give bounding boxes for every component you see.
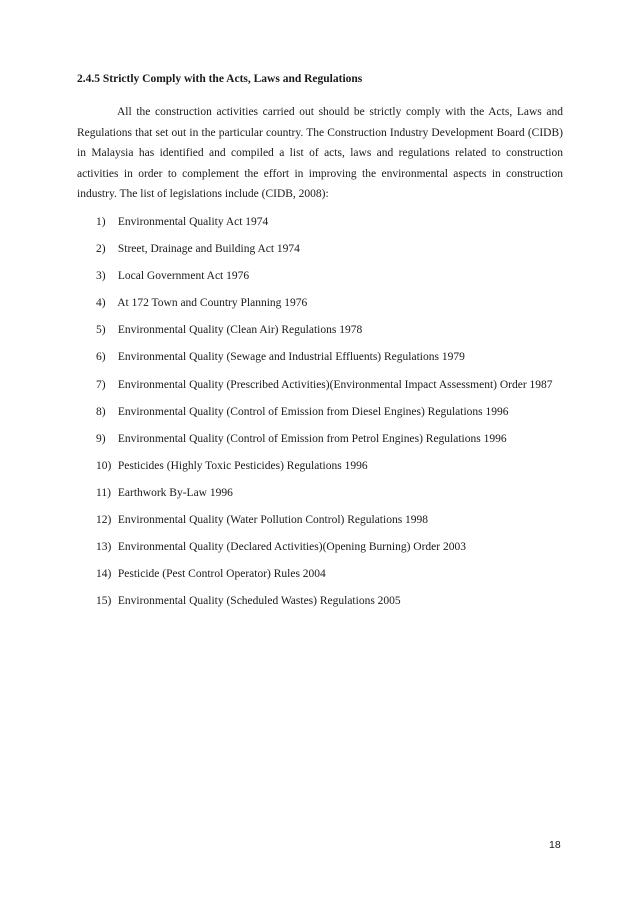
paragraph-line: activities in order to complement the effort in improving the environmental aspects in construction bbox=[77, 167, 563, 180]
list-item bbox=[96, 375, 553, 402]
list-item bbox=[96, 212, 553, 239]
list-item-number: 8) bbox=[96, 405, 106, 418]
list-item-text: Environmental Quality Act 1974 bbox=[117, 216, 269, 228]
list-item bbox=[96, 293, 553, 320]
list-item-text: Environmental Quality (Control of Emission from Diesel Engines) Regulations 1996 bbox=[117, 405, 509, 418]
list-item bbox=[96, 320, 553, 347]
list-item bbox=[96, 510, 553, 537]
list-item-number: 10) bbox=[96, 459, 112, 472]
list-item-text: Environmental Quality (Control of Emission from Petrol Engines) Regulations 1996 bbox=[117, 432, 507, 445]
list-item-number: 5) bbox=[96, 324, 106, 337]
list-item-number: 4) bbox=[96, 297, 106, 310]
list-item-number: 13) bbox=[96, 541, 112, 554]
list-item-number: 15) bbox=[96, 595, 112, 608]
legislation-list bbox=[96, 212, 553, 618]
intro-paragraph bbox=[77, 102, 563, 205]
list-item bbox=[96, 239, 553, 266]
list-item-text: Pesticides (Highly Toxic Pesticides) Regulations 1996 bbox=[117, 459, 368, 472]
list-item-number: 14) bbox=[96, 568, 112, 581]
list-item bbox=[96, 591, 553, 618]
paragraph-line: Regulations that set out in the particular country. The Construction Industry Development Board (CIDB) bbox=[77, 126, 563, 139]
list-item-text: Pesticide (Pest Control Operator) Rules 2004 bbox=[117, 568, 326, 581]
section-heading: 2.4.5 Strictly Comply with the Acts, Laws and Regulations bbox=[77, 73, 363, 85]
list-item bbox=[96, 483, 553, 510]
list-item-number: 3) bbox=[96, 270, 106, 283]
list-item-number: 7) bbox=[96, 378, 106, 391]
list-item-number: 2) bbox=[96, 243, 106, 256]
list-item-text: Environmental Quality (Clean Air) Regulations 1978 bbox=[117, 324, 363, 337]
list-item bbox=[96, 456, 553, 483]
list-item-text: Street, Drainage and Building Act 1974 bbox=[117, 243, 300, 256]
list-item-text: Environmental Quality (Scheduled Wastes) Regulations 2005 bbox=[117, 595, 401, 608]
list-item bbox=[96, 429, 553, 456]
list-item-text: At 172 Town and Country Planning 1976 bbox=[117, 297, 308, 310]
list-item bbox=[96, 537, 553, 564]
paragraph-line: in Malaysia has identified and compiled a list of acts, laws and regulations related to construction bbox=[77, 147, 563, 159]
list-item bbox=[96, 564, 553, 591]
list-item bbox=[96, 402, 553, 429]
list-item-text: Earthwork By-Law 1996 bbox=[117, 486, 233, 499]
list-item bbox=[96, 347, 553, 374]
paragraph-line: All the construction activities carried out should be strictly comply with the Acts, Laws and bbox=[117, 106, 563, 118]
list-item-number: 12) bbox=[96, 514, 112, 527]
list-item-text: Environmental Quality (Prescribed Activities)(Environmental Impact Assessment) Order 1987 bbox=[117, 378, 553, 391]
list-item-number: 1) bbox=[96, 216, 106, 228]
list-item-number: 9) bbox=[96, 432, 106, 445]
list-item-text: Environmental Quality (Sewage and Industrial Effluents) Regulations 1979 bbox=[117, 351, 465, 364]
page-number: 18 bbox=[549, 839, 561, 851]
paragraph-line: industry. The list of legislations include (CIDB, 2008): bbox=[77, 188, 329, 200]
list-item-text: Environmental Quality (Declared Activities)(Opening Burning) Order 2003 bbox=[117, 541, 466, 554]
list-item bbox=[96, 266, 553, 293]
list-item-text: Local Government Act 1976 bbox=[117, 270, 250, 283]
list-item-number: 6) bbox=[96, 351, 106, 364]
list-item-text: Environmental Quality (Water Pollution Control) Regulations 1998 bbox=[117, 514, 429, 527]
list-item-number: 11) bbox=[96, 486, 111, 499]
